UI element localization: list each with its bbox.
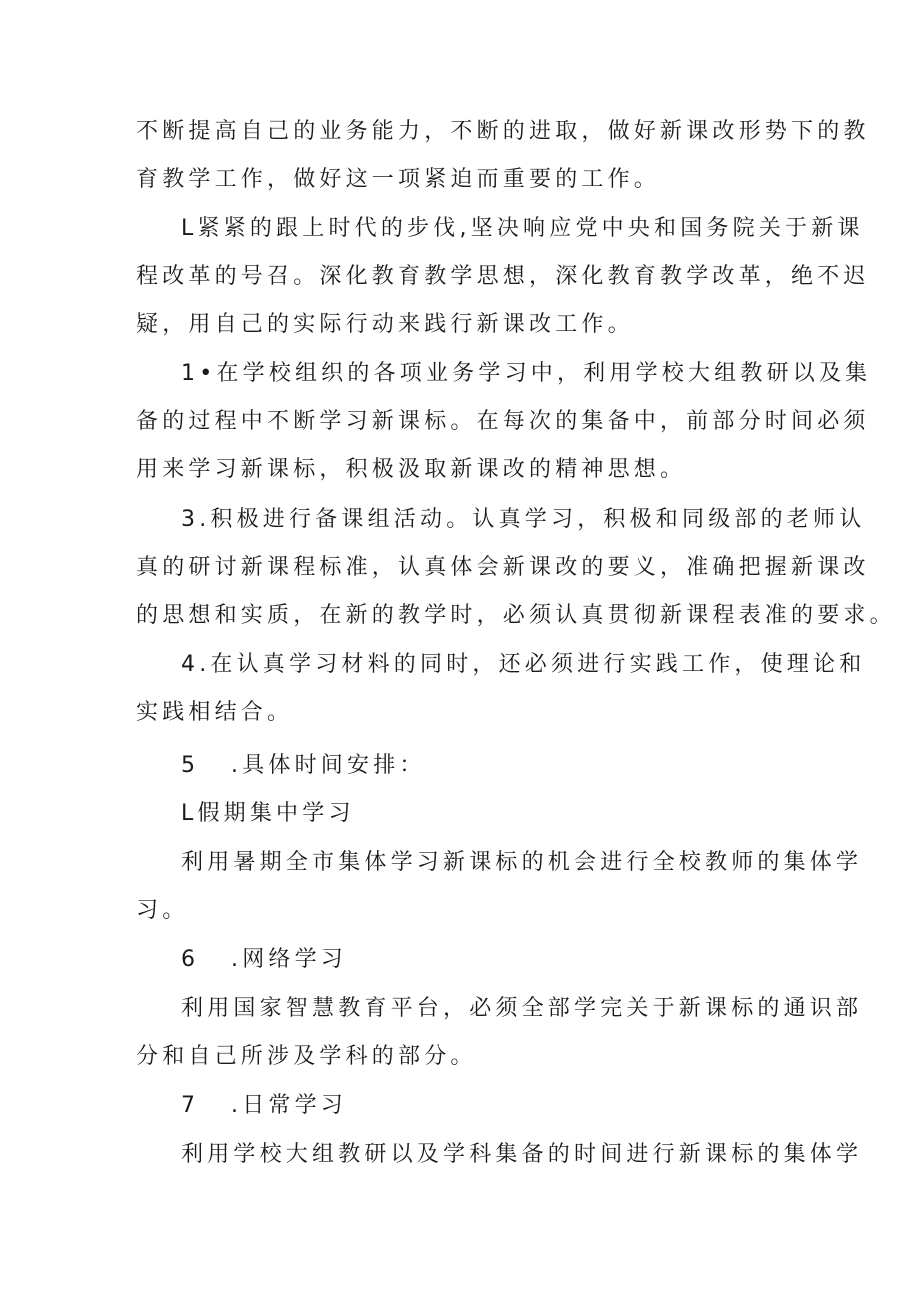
list-heading-text: .日常学习 [231,1093,347,1118]
text-line-9: 3.积极进行备课组活动。认真学习，积极和同级部的老师认 [181,507,866,532]
list-number: 6 [181,947,200,972]
text-line-22: 分和自己所涉及学科的部分。 [136,1044,477,1069]
list-number: 5 [181,753,200,778]
text-line-10: 真的研讨新课程标准，认真体会新课改的要义，准确把握新课改 [136,555,870,580]
text-line-1: 不断提高自己的业务能力，不断的进取，做好新课改形势下的教 [136,119,870,144]
text-line-4: 程改革的号召。深化教育教学思想，深化教育教学改革，绝不迟 [136,264,870,289]
text-line-13: 实践相结合。 [136,700,294,725]
text-line-8: 用来学习新课标，积极汲取新课改的精神思想。 [136,457,687,482]
text-line-18: 习。 [136,898,189,923]
text-line-12: 4.在认真学习材料的同时，还必须进行实践工作，使理论和 [181,652,866,677]
text-line-5: 疑，用自己的实际行动来践行新课改工作。 [136,312,634,337]
text-line-21: 利用国家智慧教育平台，必须全部学完关于新课标的通识部 [181,996,863,1021]
text-line-16: L假期集中学习 [181,801,355,826]
text-line-11: 的思想和实质，在新的教学时，必须认真贯彻新课程表准的要求。 [136,603,896,628]
text-line-25: 利用学校大组教研以及学科集备的时间进行新课标的集体学 [181,1142,863,1167]
text-line-2: 育教学工作，做好这一项紧迫而重要的工作。 [136,167,661,192]
text-line-17: 利用暑期全市集体学习新课标的机会进行全校教师的集体学 [181,850,863,875]
list-heading-text: .网络学习 [231,947,347,972]
list-heading-5 [181,751,426,781]
list-number: 7 [181,1093,200,1118]
list-heading-6 [181,945,347,975]
list-heading-7 [181,1091,347,1121]
list-heading-text: .具体时间安排： [231,753,426,778]
text-line-3: L紧紧的跟上时代的步伐,坚决响应党中央和国务院关于新课 [181,216,864,241]
text-line-7: 备的过程中不断学习新课标。在每次的集备中，前部分时间必须 [136,409,870,434]
text-line-6: 1•在学校组织的各项业务学习中，利用学校大组教研以及集 [181,361,872,386]
